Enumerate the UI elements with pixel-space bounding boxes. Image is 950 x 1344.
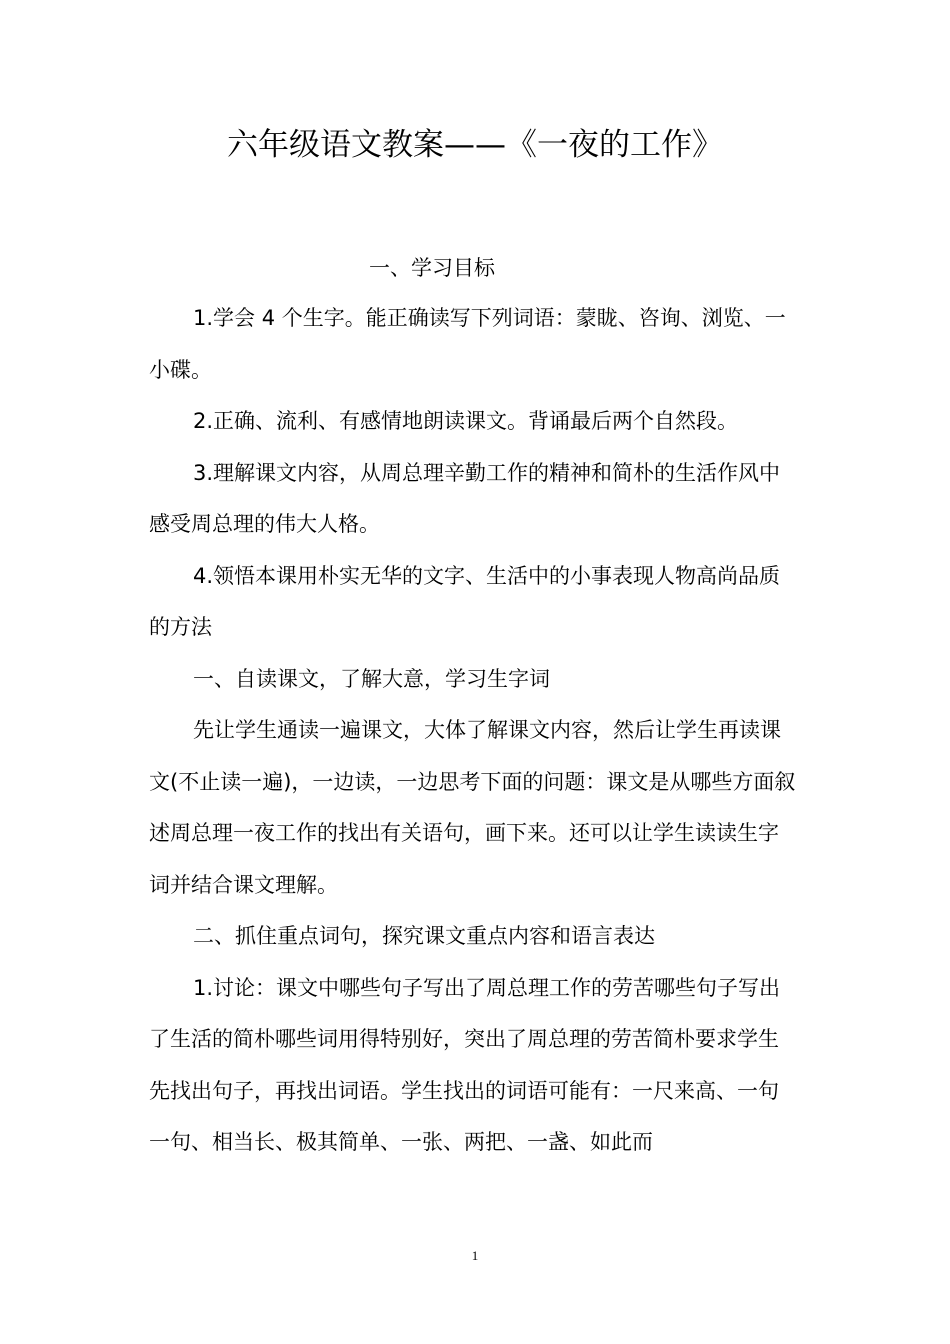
document-body bbox=[149, 293, 799, 1169]
paragraph-discussion: 1.讨论：课文中哪些句子写出了周总理工作的劳苦哪些句子写出了生活的简朴哪些词用得特别好，突出了周总理的劳苦简朴要求学生先找出句子，再找出词语。学生找出的词语可能有：一尺来高、一句一句、相当长、极其简单、一张、两把、一盏、如此而 bbox=[149, 975, 781, 1154]
paragraph-self-reading: 先让学生通读一遍课文，大体了解课文内容，然后让学生再读课文(不止读一遍)，一边读，一边思考下面的问题：课文是从哪些方面叙述周总理一夜工作的找出有关语句，画下来。还可以让学生读读生字词并结合课文理解。 bbox=[149, 718, 796, 897]
section-heading-learning-goals: 一、学习目标 bbox=[369, 256, 495, 280]
paragraph-goal-4: 4.领悟本课用朴实无华的文字、生活中的小事表现人物高尚品质的方法 bbox=[149, 563, 781, 639]
page-title: 六年级语文教案——《一夜的工作》 bbox=[227, 127, 723, 163]
section-heading-self-reading: 一、自读课文，了解大意，学习生字词 bbox=[193, 666, 550, 691]
paragraph-goal-2: 2.正确、流利、有感情地朗读课文。背诵最后两个自然段。 bbox=[193, 409, 739, 433]
page-number: 1 bbox=[471, 1248, 479, 1263]
paragraph-goal-3: 3.理解课文内容，从周总理辛勤工作的精神和简朴的生活作风中感受周总理的伟大人格。 bbox=[149, 460, 781, 536]
section-heading-key-sentences: 二、抓住重点词句，探究课文重点内容和语言表达 bbox=[193, 924, 655, 948]
paragraph-goal-1: 1.学会 4 个生字。能正确读写下列词语：蒙眬、咨询、浏览、一小碟。 bbox=[149, 306, 786, 382]
